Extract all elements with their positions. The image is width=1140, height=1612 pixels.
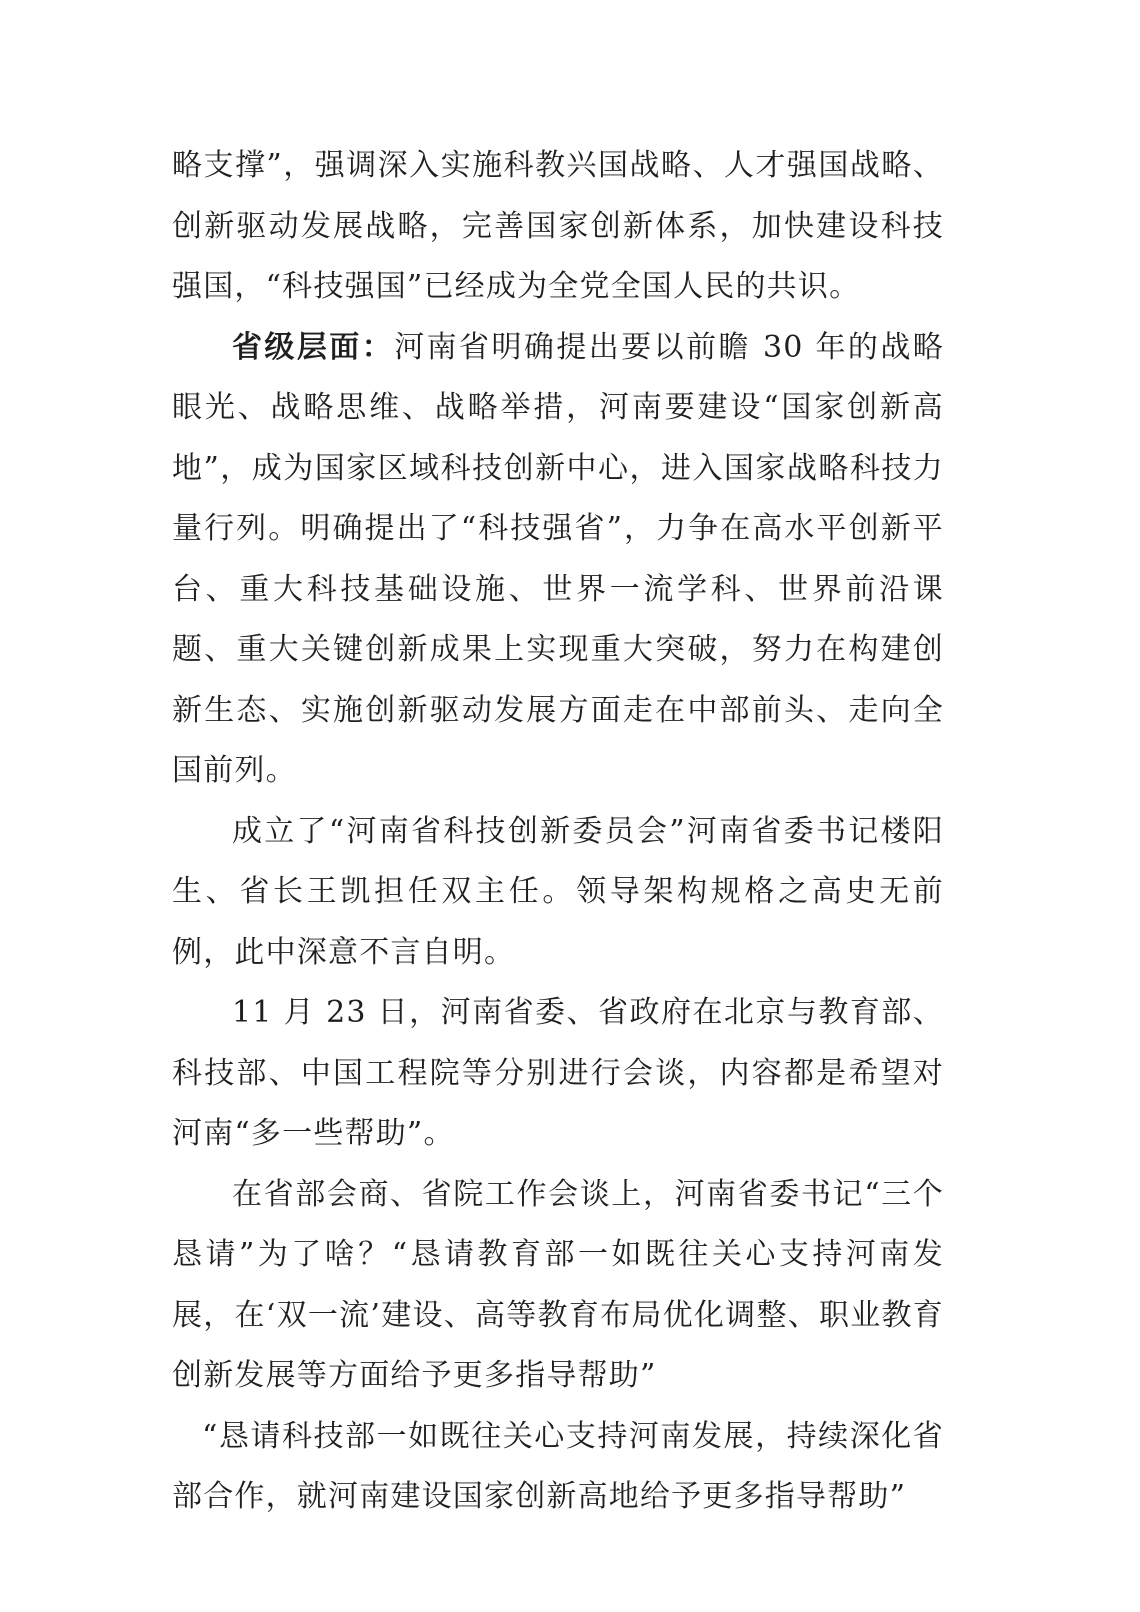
document-body <box>172 136 944 1528</box>
section-heading-provincial: 省级层面： <box>232 329 395 365</box>
paragraph-three-requests: 在省部会商、省院工作会谈上，河南省委书记“三个恳请”为了啥？“恳请教育部一如既往关心支持河南发展，在‘双一流’建设、高等教育布局优化调整、职业教育创新发展等方面给予更多指导帮助” <box>172 1176 944 1393</box>
paragraph-national-strategy: 略支撑”，强调深入实施科教兴国战略、人才强国战略、创新驱动发展战略，完善国家创新体系，加快建设科技强国，“科技强国”已经成为全党全国人民的共识。 <box>172 148 944 304</box>
paragraph-provincial-level <box>172 318 944 802</box>
paragraph-beijing-talks: 11 月 23 日，河南省委、省政府在北京与教育部、科技部、中国工程院等分别进行会谈，内容都是希望对河南“多一些帮助”。 <box>172 995 944 1151</box>
paragraph-provincial-body: 河南省明确提出要以前瞻 30 年的战略眼光、战略思维、战略举措，河南要建设“国家创新高地”，成为国家区域科技创新中心，进入国家战略科技力量行列。明确提出了“科技强省”，力争在高水平创新平台、重大科技基础设施、世界一流学科、世界前沿课题、重大关键创新成果上实现重大突破，努力在构建创新生态、实施创新驱动发展方面走在中部前头、走向全国前列。 <box>172 329 945 788</box>
paragraph-ministry-of-science-request: “恳请科技部一如既往关心支持河南发展，持续深化省部合作，就河南建设国家创新高地给予更多指导帮助” <box>172 1418 944 1514</box>
paragraph-innovation-committee: 成立了“河南省科技创新委员会”河南省委书记楼阳生、省长王凯担任双主任。领导架构规格之高史无前例，此中深意不言自明。 <box>172 813 944 970</box>
